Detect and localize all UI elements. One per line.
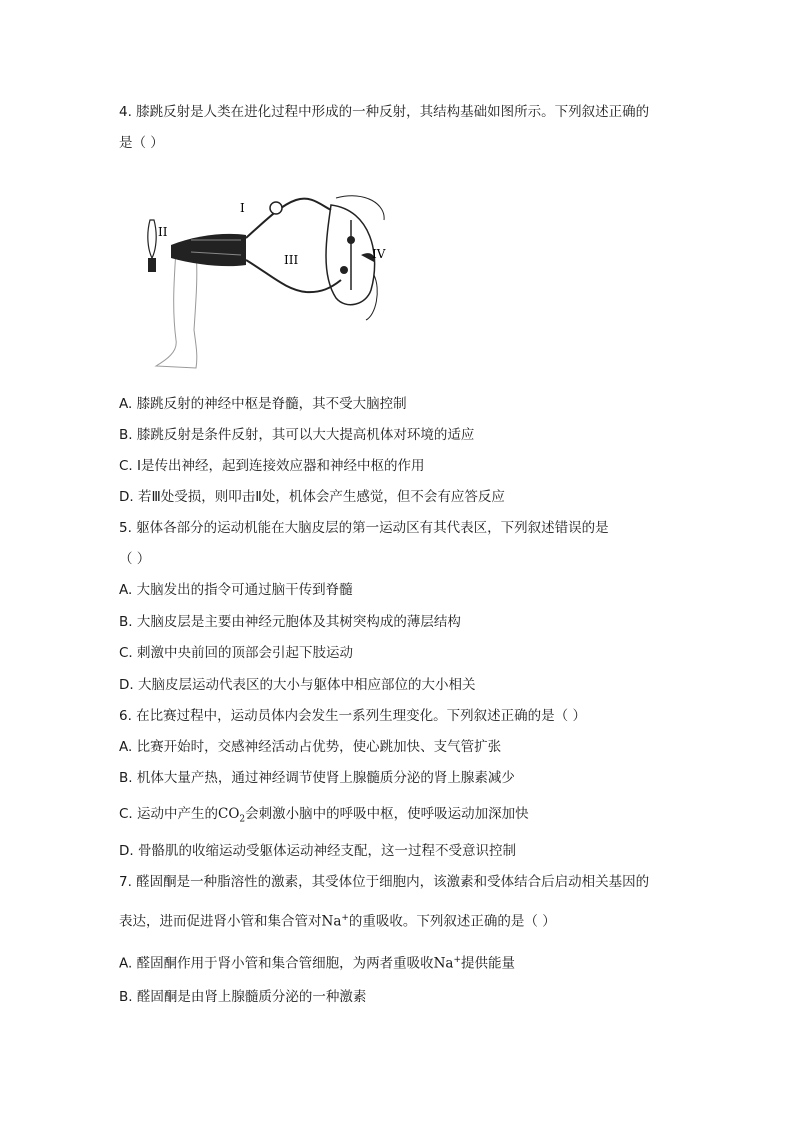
q5-option-d: D. 大脑皮层运动代表区的大小与躯体中相应部位的大小相关: [119, 677, 476, 693]
q4-stem-line2: 是（ ）: [119, 135, 164, 151]
q5-stem-line2: （ ）: [119, 551, 151, 567]
q5-option-b: B. 大脑皮层是主要由神经元胞体及其树突构成的薄层结构: [119, 614, 461, 630]
q6-option-d: D. 骨骼肌的收缩运动受躯体运动神经支配，这一过程不受意识控制: [119, 843, 516, 859]
q7-option-b: B. 醛固酮是由肾上腺髓质分泌的一种激素: [119, 989, 367, 1005]
q4-option-d: D. 若Ⅲ处受损，则叩击Ⅱ处，机体会产生感觉，但不会有应答反应: [119, 489, 505, 505]
q5-option-c: C. 刺激中央前回的顶部会引起下肢运动: [119, 645, 354, 661]
q6-stem: 6. 在比赛过程中，运动员体内会发生一系列生理变化。下列叙述正确的是（ ）: [119, 708, 586, 724]
q5-option-a: A. 大脑发出的指令可通过脑干传到脊髓: [119, 582, 353, 598]
q7-stem-line2: 表达，进而促进肾小管和集合管对Na+的重吸收。下列叙述正确的是（ ）: [119, 913, 556, 930]
q6-option-b: B. 机体大量产热，通过神经调节使肾上腺髓质分泌的肾上腺素减少: [119, 770, 515, 786]
q5-stem-line1: 5. 躯体各部分的运动机能在大脑皮层的第一运动区有其代表区，下列叙述错误的是: [119, 520, 609, 536]
figure-label-IV: IV: [372, 247, 386, 261]
q4-stem-line1: 4. 膝跳反射是人类在进化过程中形成的一种反射，其结构基础如图所示。下列叙述正确的: [119, 104, 650, 120]
q4-option-b: B. 膝跳反射是条件反射，其可以大大提高机体对环境的适应: [119, 427, 475, 443]
figure-label-II: II: [158, 225, 168, 239]
q6-option-a: A. 比赛开始时，交感神经活动占优势，使心跳加快、支气管扩张: [119, 739, 502, 755]
q7-option-a: A. 醛固酮作用于肾小管和集合管细胞，为两者重吸收Na+提供能量: [119, 955, 516, 972]
figure-label-III: III: [284, 253, 299, 267]
q6-option-c: C. 运动中产生的$CO_2$会刺激小脑中的呼吸中枢，使呼吸运动加深加快: [119, 806, 529, 825]
figure-label-I: I: [240, 201, 245, 215]
q4-option-a: A. 膝跳反射的神经中枢是脊髓，其不受大脑控制: [119, 396, 407, 412]
q7-stem-line1: 7. 醛固酮是一种脂溶性的激素，其受体位于细胞内，该激素和受体结合后启动相关基因的: [119, 874, 650, 890]
knee-jerk-reflex-figure: [136, 180, 386, 375]
q4-option-c: C. Ⅰ是传出神经，起到连接效应器和神经中枢的作用: [119, 458, 425, 474]
